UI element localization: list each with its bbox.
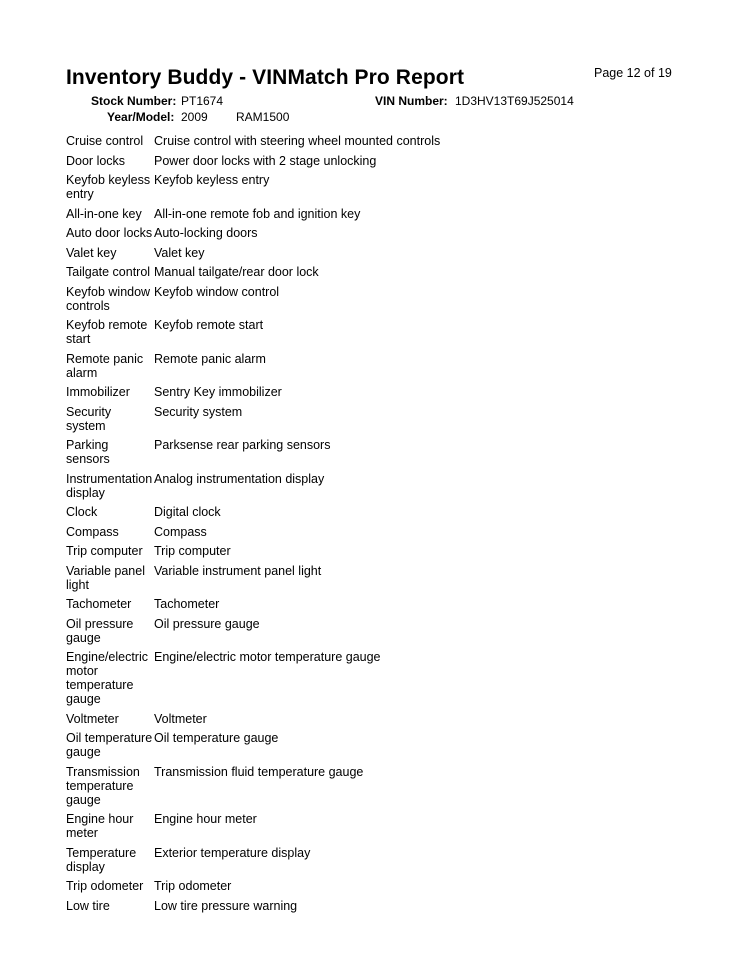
page-number: Page 12 of 19 [594, 66, 672, 80]
feature-name: Compass [66, 524, 119, 539]
feature-description: Manual tailgate/rear door lock [154, 265, 319, 279]
feature-name: Cruise control [66, 134, 144, 148]
feature-row [66, 264, 686, 279]
feature-description: Parksense rear parking sensors [154, 438, 331, 452]
feature-name: Instrumentation display [66, 471, 153, 500]
feature-row [66, 133, 686, 148]
feature-name: Keyfob remote start [66, 318, 148, 346]
feature-name: Engine hour meter [66, 812, 134, 840]
feature-row [66, 543, 686, 558]
feature-row [66, 845, 686, 874]
feature-row [66, 649, 686, 706]
feature-row [66, 206, 686, 221]
feature-description: Valet key [154, 245, 205, 260]
feature-list [66, 133, 686, 917]
feature-row [66, 225, 686, 240]
feature-row [66, 878, 686, 893]
feature-name: Voltmeter [66, 711, 119, 726]
stock-number-value: PT1674 [181, 94, 224, 108]
feature-row [66, 711, 686, 726]
feature-row [66, 317, 686, 346]
feature-description: Tachometer [154, 597, 220, 611]
feature-name: Tachometer [66, 597, 132, 611]
feature-description: Variable instrument panel light [154, 563, 322, 578]
feature-description: Low tire pressure warning [154, 898, 298, 913]
feature-description: Oil pressure gauge [154, 616, 260, 631]
feature-row [66, 245, 686, 260]
feature-description: Keyfob keyless entry [154, 173, 270, 187]
feature-name: Trip odometer [66, 879, 144, 893]
feature-name: Auto door locks [66, 226, 153, 240]
feature-name: Transmission temperature gauge [66, 764, 140, 807]
feature-description: Exterior temperature display [154, 845, 311, 860]
feature-description: All-in-one remote fob and ignition key [154, 206, 361, 221]
feature-description: Transmission fluid temperature gauge [154, 764, 364, 779]
feature-row [66, 284, 686, 313]
feature-row [66, 384, 686, 399]
feature-row [66, 351, 686, 380]
feature-row [66, 898, 686, 913]
feature-description: Oil temperature gauge [154, 731, 279, 745]
feature-description: Power door locks with 2 stage unlocking [154, 153, 377, 168]
vin-number-label: VIN Number: [375, 94, 448, 108]
vin-number-value: 1D3HV13T69J525014 [455, 94, 574, 108]
feature-description: Auto-locking doors [154, 226, 258, 240]
feature-name: Temperature display [66, 845, 137, 874]
report-title: Inventory Buddy - VINMatch Pro Report [66, 66, 465, 89]
feature-row [66, 764, 686, 807]
feature-name: All-in-one key [66, 206, 142, 221]
feature-row [66, 471, 686, 500]
feature-name: Trip computer [66, 544, 143, 558]
feature-row [66, 404, 686, 433]
feature-row [66, 524, 686, 539]
feature-description: Trip computer [154, 544, 231, 558]
feature-name: Oil pressure gauge [66, 616, 134, 645]
feature-description: Cruise control with steering wheel mounted controls [154, 134, 441, 148]
feature-description: Engine/electric motor temperature gauge [154, 650, 381, 664]
feature-description: Remote panic alarm [154, 351, 266, 366]
feature-description: Security system [154, 404, 243, 419]
feature-name: Clock [66, 505, 98, 519]
feature-name: Security system [66, 404, 112, 433]
feature-row [66, 172, 686, 201]
feature-row [66, 596, 686, 611]
feature-row [66, 563, 686, 592]
feature-name: Oil temperature gauge [66, 731, 153, 759]
feature-row [66, 437, 686, 466]
feature-description: Keyfob window control [154, 284, 280, 299]
feature-name: Keyfob keyless entry [66, 173, 151, 201]
feature-name: Keyfob window controls [66, 284, 151, 313]
feature-description: Digital clock [154, 505, 221, 519]
feature-description: Engine hour meter [154, 812, 257, 826]
feature-description: Voltmeter [154, 711, 207, 726]
feature-name: Low tire [66, 898, 110, 913]
feature-name: Tailgate control [66, 265, 151, 279]
feature-description: Trip odometer [154, 879, 232, 893]
feature-description: Analog instrumentation display [154, 471, 325, 486]
feature-row [66, 616, 686, 645]
feature-name: Engine/electric motor temperature gauge [66, 650, 148, 706]
feature-name: Remote panic alarm [66, 351, 144, 380]
year-model-label: Year/Model: [107, 110, 175, 124]
feature-row [66, 504, 686, 519]
feature-description: Compass [154, 524, 207, 539]
feature-name: Parking sensors [66, 438, 110, 466]
feature-row [66, 153, 686, 168]
feature-name: Door locks [66, 153, 126, 168]
feature-name: Valet key [66, 245, 117, 260]
year-value: 2009 [181, 110, 208, 124]
feature-description: Keyfob remote start [154, 318, 264, 332]
feature-name: Immobilizer [66, 385, 130, 399]
feature-row [66, 811, 686, 840]
stock-number-label: Stock Number: [91, 94, 177, 108]
feature-description: Sentry Key immobilizer [154, 385, 282, 399]
model-value: RAM1500 [236, 110, 290, 124]
feature-row [66, 730, 686, 759]
feature-name: Variable panel light [66, 563, 145, 592]
